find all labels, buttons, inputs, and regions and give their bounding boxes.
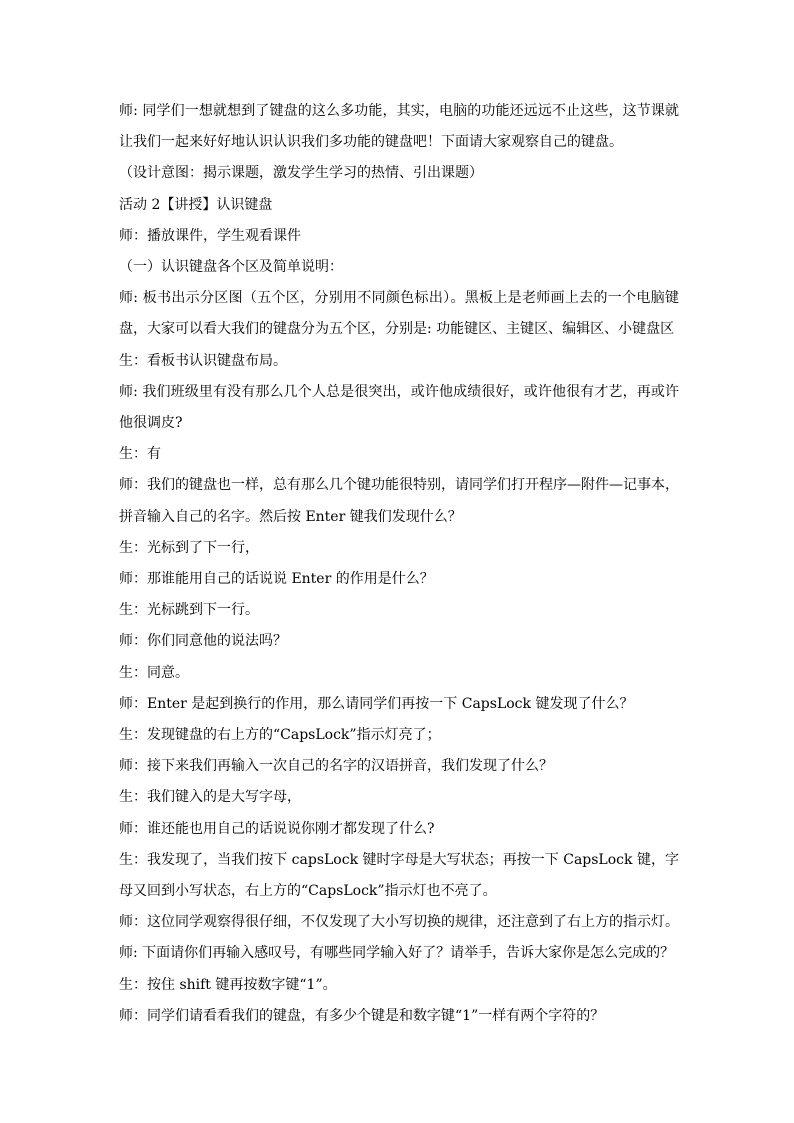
- paragraph-student-cursor: 生：光标到了下一行，: [119, 539, 259, 556]
- paragraph-teacher-praise: 师：这位同学观察得很仔细，不仅发现了大小写切换的规律，还注意到了右上方的指示灯。: [119, 914, 679, 931]
- paragraph-activity-heading: 活动 2【讲授】认识键盘: [119, 196, 273, 213]
- paragraph-teacher-question: 师: 我们班级里有没有那么几个人总是很突出，或许他成绩很好，或许他很有才艺，再或许他很调皮?: [119, 383, 679, 432]
- paragraph-student-yes: 生：有: [119, 446, 161, 463]
- paragraph-teacher-enter: 师：我们的键盘也一样，总有那么几个键功能很特别，请同学们打开程序—附件—记事本，拼音输入自己的名字。然后按 Enter 键我们发现什么？: [119, 477, 679, 525]
- paragraph-student-uppercase: 生：我们键入的是大写字母，: [119, 789, 301, 806]
- paragraph-student-toggle: 生：我发现了，当我们按下 capsLock 键时字母是大写状态；再按一下 CapsLock 键，字母又回到小写状态，右上方的“CapsLock”指示灯也不亮了。: [119, 851, 679, 900]
- paragraph-teacher-pinyin: 师：接下来我们再输入一次自己的名字的汉语拼音，我们发现了什么？: [119, 758, 553, 775]
- paragraph-student-shift: 生：按住 shift 键再按数字键“1”。: [119, 976, 337, 993]
- paragraph-student-cursor-jump: 生：光标跳到下一行。: [119, 602, 259, 619]
- paragraph-teacher-agree: 师：你们同意他的说法吗？: [119, 633, 287, 650]
- paragraph-student-indicator: 生：发现键盘的右上方的“CapsLock”指示灯亮了；: [119, 727, 441, 744]
- paragraph-teacher-intro: 师: 同学们一想就想到了键盘的这么多功能，其实，电脑的功能还远远不止这些，这节课就让我们一起来好好地认识认识我们多功能的键盘吧！下面请大家观察自己的键盘。: [119, 103, 679, 151]
- document-body: [119, 96, 679, 1032]
- paragraph-student-agree: 生：同意。: [119, 664, 189, 681]
- paragraph-teacher-dual-char: 师：同学们请看看我们的键盘，有多少个键是和数字键“1”一样有两个字符的？: [119, 1007, 605, 1024]
- paragraph-play-courseware: 师：播放课件，学生观看课件: [119, 227, 301, 244]
- paragraph-design-intent: （设计意图：揭示课题，激发学生学习的热情、引出课题）: [119, 165, 483, 182]
- paragraph-student-layout: 生：看板书认识键盘布局。: [119, 352, 287, 369]
- paragraph-keyboard-zones: 师: 板书出示分区图（五个区，分别用不同颜色标出）。黑板上是老师画上去的一个电脑键盘，大家可以看大我们的键盘分为五个区，分别是: 功能键区、主键区、编辑区、小键盘区: [119, 290, 679, 338]
- paragraph-teacher-exclamation: 师: 下面请你们再输入感叹号，有哪些同学输入好了？请举手，告诉大家你是怎么完成的？: [119, 945, 675, 962]
- paragraph-teacher-enter-role: 师：那谁能用自己的话说说 Enter 的作用是什么？: [119, 571, 434, 588]
- paragraph-teacher-discover: 师：谁还能也用自己的话说说你刚才都发现了什么?: [119, 820, 435, 837]
- paragraph-teacher-capslock: 师：Enter 是起到换行的作用，那么请同学们再按一下 CapsLock 键发现了什么？: [119, 695, 634, 712]
- paragraph-section-heading: （一）认识键盘各个区及简单说明：: [119, 259, 343, 276]
